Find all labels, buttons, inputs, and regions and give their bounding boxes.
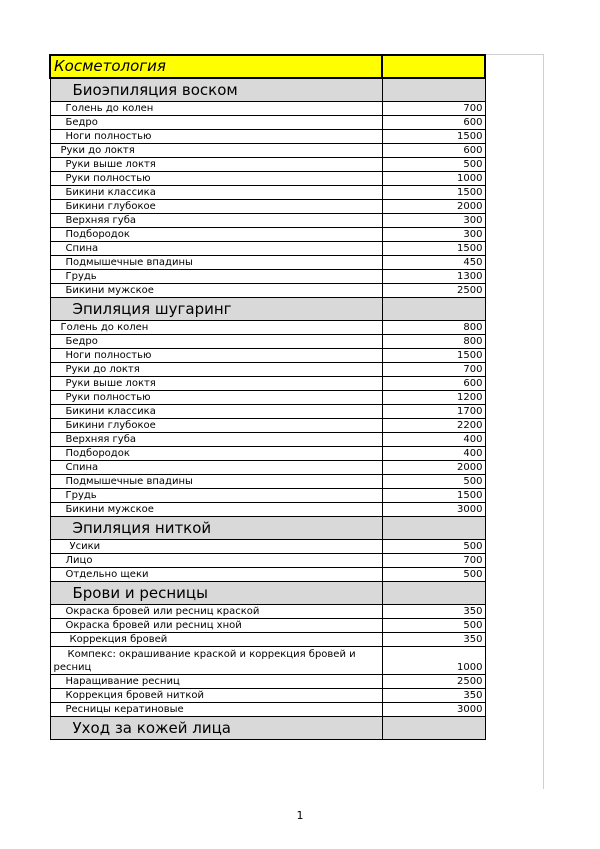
page-number: 1: [296, 809, 304, 822]
service-price: 500: [382, 540, 485, 554]
table-row: [50, 447, 485, 461]
service-price: 1700: [382, 405, 485, 419]
service-name: Наращивание ресниц: [50, 675, 382, 689]
section-header: [50, 717, 485, 740]
table-row: [50, 242, 485, 256]
service-name: Руки полностью: [50, 172, 382, 186]
table-row: [50, 391, 485, 405]
service-name: Бикини классика: [50, 186, 382, 200]
service-price: 1500: [382, 242, 485, 256]
service-price: 500: [382, 158, 485, 172]
service-price: 500: [382, 475, 485, 489]
table-row: [50, 568, 485, 582]
service-price: 500: [382, 568, 485, 582]
service-name: Подмышечные впадины: [50, 475, 382, 489]
price-list-table: [49, 54, 486, 740]
service-price: 600: [382, 377, 485, 391]
service-name: Подбородок: [50, 447, 382, 461]
table-row: [50, 102, 485, 116]
service-name: Голень до колен: [50, 102, 382, 116]
table-row: [50, 214, 485, 228]
table-row: [50, 689, 485, 703]
table-row: [50, 503, 485, 517]
table-row: [50, 461, 485, 475]
service-price: 700: [382, 102, 485, 116]
service-price: 300: [382, 228, 485, 242]
service-price: 450: [382, 256, 485, 270]
service-price: 2500: [382, 284, 485, 298]
service-name: Бедро: [50, 335, 382, 349]
table-row: [50, 186, 485, 200]
table-row: [50, 475, 485, 489]
page-title: Косметология: [50, 55, 382, 78]
service-name: Бедро: [50, 116, 382, 130]
service-price: 800: [382, 321, 485, 335]
table-row: [50, 633, 485, 647]
table-row: [50, 433, 485, 447]
table-row: [50, 554, 485, 568]
table-row: [50, 335, 485, 349]
service-price: 350: [382, 689, 485, 703]
service-price: 500: [382, 619, 485, 633]
service-price: 400: [382, 433, 485, 447]
service-name-line-1: Компекс: окрашивание краской и коррекция бровей и: [67, 649, 356, 660]
service-price: 1300: [382, 270, 485, 284]
service-price: 350: [382, 605, 485, 619]
service-name: Руки выше локтя: [50, 377, 382, 391]
service-price: 800: [382, 335, 485, 349]
spreadsheet-gridlines: [479, 54, 544, 789]
table-row: [50, 605, 485, 619]
service-name: Голень до колен: [50, 321, 382, 335]
service-name: Окраска бровей или ресниц хной: [50, 619, 382, 633]
service-name: Ноги полностью: [50, 130, 382, 144]
service-name: Ноги полностью: [50, 349, 382, 363]
service-price: 2200: [382, 419, 485, 433]
service-name: Верхняя губа: [50, 214, 382, 228]
table-row: [50, 172, 485, 186]
service-price: 350: [382, 633, 485, 647]
service-price: 700: [382, 363, 485, 377]
table-row: [50, 619, 485, 633]
table-row: [50, 284, 485, 298]
service-name: [50, 647, 382, 675]
service-name: Бикини мужское: [50, 503, 382, 517]
service-name: Верхняя губа: [50, 433, 382, 447]
table-row: [50, 158, 485, 172]
title-price-cell: [382, 55, 485, 78]
service-price: 1500: [382, 130, 485, 144]
table-row: [50, 703, 485, 717]
service-name: Руки до локтя: [50, 363, 382, 377]
service-name: Спина: [50, 461, 382, 475]
service-name: Руки до локтя: [50, 144, 382, 158]
section-heading: Уход за кожей лица: [50, 717, 382, 740]
service-price: 1000: [382, 647, 485, 675]
table-row: [50, 256, 485, 270]
table-row: [50, 144, 485, 158]
section-heading: Эпиляция шугаринг: [50, 298, 382, 321]
table-row: [50, 540, 485, 554]
service-price: 1000: [382, 172, 485, 186]
service-price: 3000: [382, 703, 485, 717]
service-price: 400: [382, 447, 485, 461]
service-price: 2000: [382, 461, 485, 475]
title-row: [50, 55, 485, 78]
service-name: Ресницы кератиновые: [50, 703, 382, 717]
service-price: 2500: [382, 675, 485, 689]
service-price: 1200: [382, 391, 485, 405]
table-row: [50, 130, 485, 144]
service-name: Бикини мужское: [50, 284, 382, 298]
table-row: [50, 377, 485, 391]
service-price: 600: [382, 116, 485, 130]
service-name: Подбородок: [50, 228, 382, 242]
service-name: Подмышечные впадины: [50, 256, 382, 270]
service-name: Руки полностью: [50, 391, 382, 405]
service-price: 2000: [382, 200, 485, 214]
service-name: Руки выше локтя: [50, 158, 382, 172]
table-row: [50, 675, 485, 689]
service-name: Грудь: [50, 270, 382, 284]
service-name: Коррекция бровей ниткой: [50, 689, 382, 703]
table-row: [50, 349, 485, 363]
service-name-line-2: ресниц: [53, 662, 92, 673]
section-header: [50, 517, 485, 540]
table-row: [50, 647, 485, 675]
service-name: Коррекция бровей: [50, 633, 382, 647]
service-price: 3000: [382, 503, 485, 517]
table-row: [50, 200, 485, 214]
service-price: 1500: [382, 349, 485, 363]
table-row: [50, 419, 485, 433]
service-price: 700: [382, 554, 485, 568]
section-header: [50, 78, 485, 102]
table-row: [50, 489, 485, 503]
table-row: [50, 405, 485, 419]
section-header: [50, 582, 485, 605]
section-header: [50, 298, 485, 321]
service-name: Бикини глубокое: [50, 419, 382, 433]
service-name: Отдельно щеки: [50, 568, 382, 582]
table-row: [50, 116, 485, 130]
service-name: Окраска бровей или ресниц краской: [50, 605, 382, 619]
service-name: Бикини классика: [50, 405, 382, 419]
table-row: [50, 270, 485, 284]
section-heading: Эпиляция ниткой: [50, 517, 382, 540]
table-row: [50, 321, 485, 335]
service-name: Бикини глубокое: [50, 200, 382, 214]
service-name: Усики: [50, 540, 382, 554]
section-heading: Биоэпиляция воском: [50, 78, 382, 102]
section-heading: Брови и ресницы: [50, 582, 382, 605]
service-price: 600: [382, 144, 485, 158]
service-price: 1500: [382, 489, 485, 503]
service-price: 1500: [382, 186, 485, 200]
service-name: Грудь: [50, 489, 382, 503]
table-row: [50, 363, 485, 377]
table-row: [50, 228, 485, 242]
service-name: Лицо: [50, 554, 382, 568]
service-price: 300: [382, 214, 485, 228]
service-name: Спина: [50, 242, 382, 256]
